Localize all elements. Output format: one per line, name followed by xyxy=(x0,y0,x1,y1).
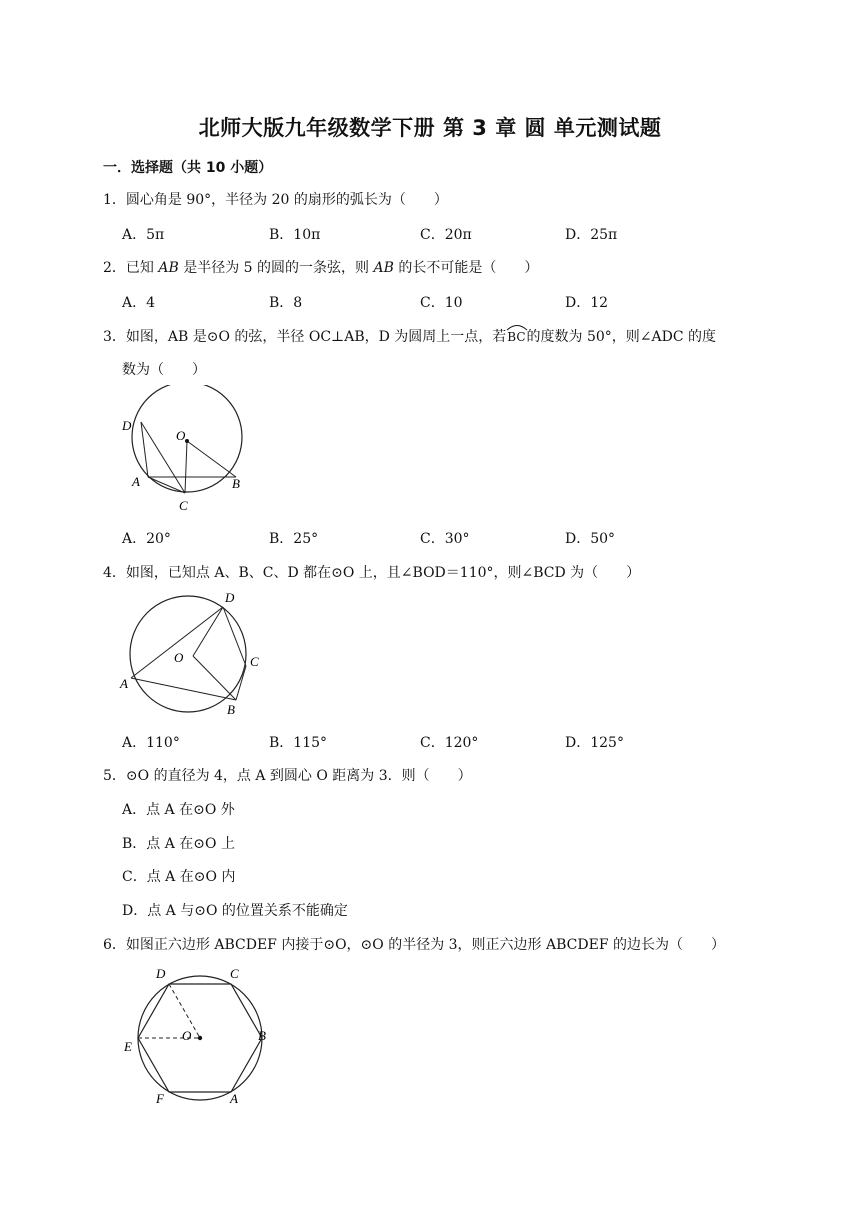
question-4-figure xyxy=(118,588,268,722)
question-2-stem xyxy=(103,257,538,277)
fig6-label-a: A xyxy=(230,1091,238,1106)
question-1-option-a: A．5π xyxy=(122,227,165,243)
question-3-option-d: D．50° xyxy=(565,531,616,547)
question-1-option-b: B．10π xyxy=(269,227,321,243)
segment-dc xyxy=(223,607,246,666)
center-point xyxy=(185,439,189,443)
question-1-option-c: C．20π xyxy=(420,227,472,243)
fig3-label-c: C xyxy=(179,498,188,513)
page-title: 北师大版九年级数学下册 第 3 章 圆 单元测试题 xyxy=(198,116,662,140)
question-3-figure xyxy=(118,385,248,517)
radius-oc xyxy=(185,441,187,493)
fig4-label-c: C xyxy=(250,654,259,669)
question-2-option-a: A．4 xyxy=(122,295,156,311)
radius-od xyxy=(193,607,223,656)
q3-text-b: 的度数为 50°，则∠ADC 的度 xyxy=(526,329,717,345)
question-2-option-b: B．8 xyxy=(269,295,303,311)
q3-arc-bc: BC xyxy=(506,329,526,345)
q3-text-a: 3．如图，AB 是⊙O 的弦，半径 OC⊥AB，D 为圆周上一点，若 xyxy=(103,329,507,345)
question-1-option-d: D．25π xyxy=(565,227,618,243)
fig6-label-c: C xyxy=(230,966,239,981)
fig3-label-o: O xyxy=(176,428,186,443)
radius-ob xyxy=(187,441,236,477)
question-3-stem-line2: 数为（ ） xyxy=(122,362,206,378)
question-5-stem: 5．⊙O 的直径为 4，点 A 到圆心 O 距离为 3．则（ ） xyxy=(103,768,472,784)
fig6-label-o: O xyxy=(182,1028,192,1043)
fig4-label-b: B xyxy=(227,702,235,717)
question-6-figure xyxy=(118,962,278,1112)
segment-ab xyxy=(131,678,236,700)
fig3-label-b: B xyxy=(232,476,240,491)
segment-ac xyxy=(148,477,185,493)
question-5-option-a: A．点 A 在⊙O 外 xyxy=(122,802,235,818)
q2-part-ab-2: AB xyxy=(373,260,394,276)
question-4-option-b: B．115° xyxy=(269,735,328,751)
arc-mark-icon xyxy=(506,323,528,331)
fig6-label-b: B xyxy=(258,1028,266,1043)
question-3-option-b: B．25° xyxy=(269,531,319,547)
fig3-label-d: D xyxy=(122,418,132,433)
question-1-stem: 1．圆心角是 90°，半径为 20 的扇形的弧长为（ ） xyxy=(103,192,448,208)
circle-o xyxy=(132,385,242,492)
question-5-option-b: B．点 A 在⊙O 上 xyxy=(122,836,235,852)
question-4-stem: 4．如图，已知点 A、B、C、D 都在⊙O 上，且∠BOD＝110°，则∠BCD 为（ ） xyxy=(103,565,641,581)
q2-part-3: 的长不可能是（ ） xyxy=(393,260,539,276)
radius-ob xyxy=(193,656,236,700)
q2-part-2: 是半径为 5 的圆的一条弦，则 xyxy=(178,260,374,276)
section-heading: 一．选择题（共 10 小题） xyxy=(103,160,273,176)
question-3-option-a: A．20° xyxy=(122,531,171,547)
question-2-option-d: D．12 xyxy=(565,295,609,311)
fig4-label-o: O xyxy=(174,650,184,665)
question-3-option-c: C．30° xyxy=(420,531,470,547)
q2-part-ab-1: AB xyxy=(158,260,179,276)
question-4-option-a: A．110° xyxy=(122,735,180,751)
fig6-label-e: E xyxy=(124,1039,132,1054)
question-2-option-c: C．10 xyxy=(420,295,463,311)
question-6-stem: 6．如图正六边形 ABCDEF 内接于⊙O，⊙O 的半径为 3，则正六边形 ABCDEF 的边长为（ ） xyxy=(103,937,725,953)
question-4-option-d: D．125° xyxy=(565,735,624,751)
center-point xyxy=(198,1036,202,1040)
fig4-label-a: A xyxy=(120,676,128,691)
question-3-stem-line1 xyxy=(103,326,716,346)
fig6-label-d: D xyxy=(156,966,166,981)
fig3-label-a: A xyxy=(132,474,140,489)
fig4-label-d: D xyxy=(225,590,235,605)
fig6-label-f: F xyxy=(156,1091,164,1106)
segment-ad xyxy=(131,607,223,678)
circle-o xyxy=(130,596,246,712)
question-5-option-d: D．点 A 与⊙O 的位置关系不能确定 xyxy=(122,903,348,919)
question-5-option-c: C．点 A 在⊙O 内 xyxy=(122,869,236,885)
question-4-option-c: C．120° xyxy=(420,735,479,751)
q2-part-1: 2．已知 xyxy=(103,260,159,276)
segment-cb xyxy=(236,666,246,700)
